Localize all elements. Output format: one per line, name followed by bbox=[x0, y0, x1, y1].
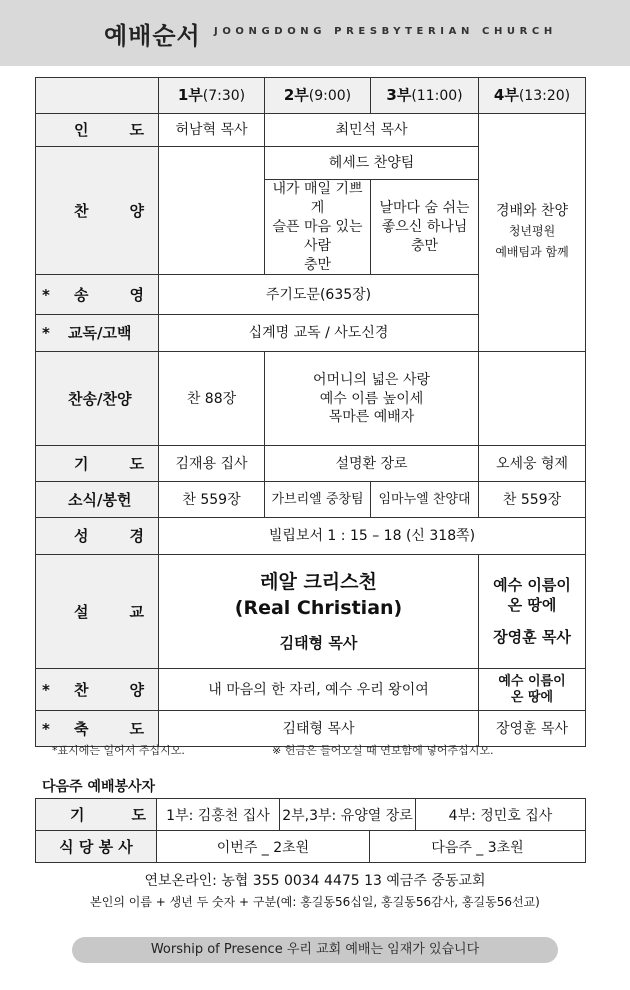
offering-service-1: 찬 559장 bbox=[159, 482, 265, 518]
praise-service-1-empty bbox=[159, 147, 265, 275]
service-4-header: 4부(13:20) bbox=[479, 78, 586, 114]
row-prayer bbox=[36, 446, 586, 482]
next-cafeteria-label: 식 당 봉 사 bbox=[36, 831, 157, 863]
hymn-service-4-empty bbox=[479, 352, 586, 446]
row-closing-hymn bbox=[36, 669, 586, 711]
praise-songs-service-2: 내가 매일 기쁘게 슬픈 마음 있는 사람 충만 bbox=[265, 180, 371, 275]
prayer-service-2-3: 설명환 장로 bbox=[265, 446, 479, 482]
praise-songs-service-3: 날마다 숨 쉬는 좋으신 하나님 충만 bbox=[371, 180, 479, 275]
row-scripture bbox=[36, 518, 586, 555]
sermon-title: 레알 크리스천 bbox=[260, 571, 377, 594]
label-benediction: * 축 도 bbox=[36, 711, 159, 747]
benediction-service-4: 장영훈 목사 bbox=[479, 711, 586, 747]
service-3-header: 3부(11:00) bbox=[371, 78, 479, 114]
online-offering-account: 연보온라인: 농협 355 0034 4475 13 예금주 중동교회 bbox=[144, 873, 486, 889]
next-prayer-service-4: 4부: 정민호 집사 bbox=[416, 799, 586, 831]
row-sermon bbox=[36, 555, 586, 669]
offering-naming-instructions: 본인의 이름 + 생년 두 숫자 + 구분(예: 홍길동56십일, 홍길동56감사, 홍길동56선교) bbox=[90, 895, 540, 909]
worship-order-table bbox=[35, 77, 586, 747]
label-sermon: 설 교 bbox=[36, 555, 159, 669]
sermon-title-english: (Real Christian) bbox=[234, 596, 403, 619]
row-hymn bbox=[36, 352, 586, 446]
leader-service-2-3: 최민석 목사 bbox=[265, 114, 479, 147]
closing-hymn-value: 내 마음의 한 자리, 예수 우리 왕이여 bbox=[159, 669, 479, 711]
offering-service-3: 임마누엘 찬양대 bbox=[371, 482, 479, 518]
label-scripture: 성 경 bbox=[36, 518, 159, 555]
service-header-row bbox=[36, 78, 586, 114]
next-prayer-service-1: 1부: 김홍천 집사 bbox=[157, 799, 280, 831]
page-title: 예배순서 bbox=[104, 22, 201, 50]
note-offering: ※ 헌금은 들어오실 때 연보함에 넣어주십시오. bbox=[272, 744, 494, 757]
label-prayer: 기 도 bbox=[36, 446, 159, 482]
label-creed: * 교독/고백 bbox=[36, 315, 159, 352]
label-leader: 인 도 bbox=[36, 114, 159, 147]
benediction-value: 김태형 목사 bbox=[159, 711, 479, 747]
sermon-preacher: 김태형 목사 bbox=[279, 634, 358, 653]
row-leader bbox=[36, 114, 586, 147]
next-prayer-service-2-3: 2부,3부: 유양열 장로 bbox=[280, 799, 416, 831]
church-name: JOONGDONG PRESBYTERIAN CHURCH bbox=[214, 26, 557, 37]
offering-service-2: 가브리엘 중창팀 bbox=[265, 482, 371, 518]
next-prayer-label: 기 도 bbox=[36, 799, 157, 831]
sermon-service-4: 예수 이름이 온 땅에 장영훈 목사 bbox=[479, 555, 586, 669]
next-week-title: 다음주 예배봉사자 bbox=[42, 779, 156, 795]
prayer-service-4: 오세웅 형제 bbox=[479, 446, 586, 482]
hymn-service-1: 찬 88장 bbox=[159, 352, 265, 446]
row-offering bbox=[36, 482, 586, 518]
next-week-table bbox=[35, 798, 586, 863]
hymn-songs-service-2-3: 어머니의 넓은 사랑 예수 이름 높이세 목마른 예배자 bbox=[265, 352, 479, 446]
cafeteria-next-week: 다음주 _ 3초원 bbox=[370, 831, 586, 863]
header-corner-cell bbox=[36, 78, 159, 114]
service-1-header: 1부(7:30) bbox=[159, 78, 265, 114]
creed-value: 십계명 교독 / 사도신경 bbox=[159, 315, 479, 352]
label-offering: 소식/봉헌 bbox=[36, 482, 159, 518]
doxology-value: 주기도문(635장) bbox=[159, 275, 479, 315]
scripture-value: 빌립보서 1 : 15 – 18 (신 318쪽) bbox=[159, 518, 586, 555]
worship-slogan-banner: Worship of Presence 우리 교회 예배는 임재가 있습니다 bbox=[72, 937, 558, 963]
offering-service-4: 찬 559장 bbox=[479, 482, 586, 518]
note-stand: *표시에는 일어서 주십시오. bbox=[52, 744, 185, 757]
label-hymn: 찬송/찬양 bbox=[36, 352, 159, 446]
praise-team: 헤세드 찬양팀 bbox=[265, 147, 479, 180]
label-closing-hymn: * 찬 양 bbox=[36, 669, 159, 711]
prayer-service-1: 김재용 집사 bbox=[159, 446, 265, 482]
service-4-praise-block: 경배와 찬양 청년평원 예배팀과 함께 bbox=[479, 114, 586, 352]
cafeteria-this-week: 이번주 _ 2초원 bbox=[157, 831, 370, 863]
closing-hymn-service-4: 예수 이름이 온 땅에 bbox=[479, 669, 586, 711]
sermon-service-1-3 bbox=[159, 555, 479, 669]
next-cafeteria-row bbox=[36, 831, 586, 863]
leader-service-1: 허남혁 목사 bbox=[159, 114, 265, 147]
next-prayer-row bbox=[36, 799, 586, 831]
label-praise: 찬 양 bbox=[36, 147, 159, 275]
label-doxology: * 송 영 bbox=[36, 275, 159, 315]
service-2-header: 2부(9:00) bbox=[265, 78, 371, 114]
